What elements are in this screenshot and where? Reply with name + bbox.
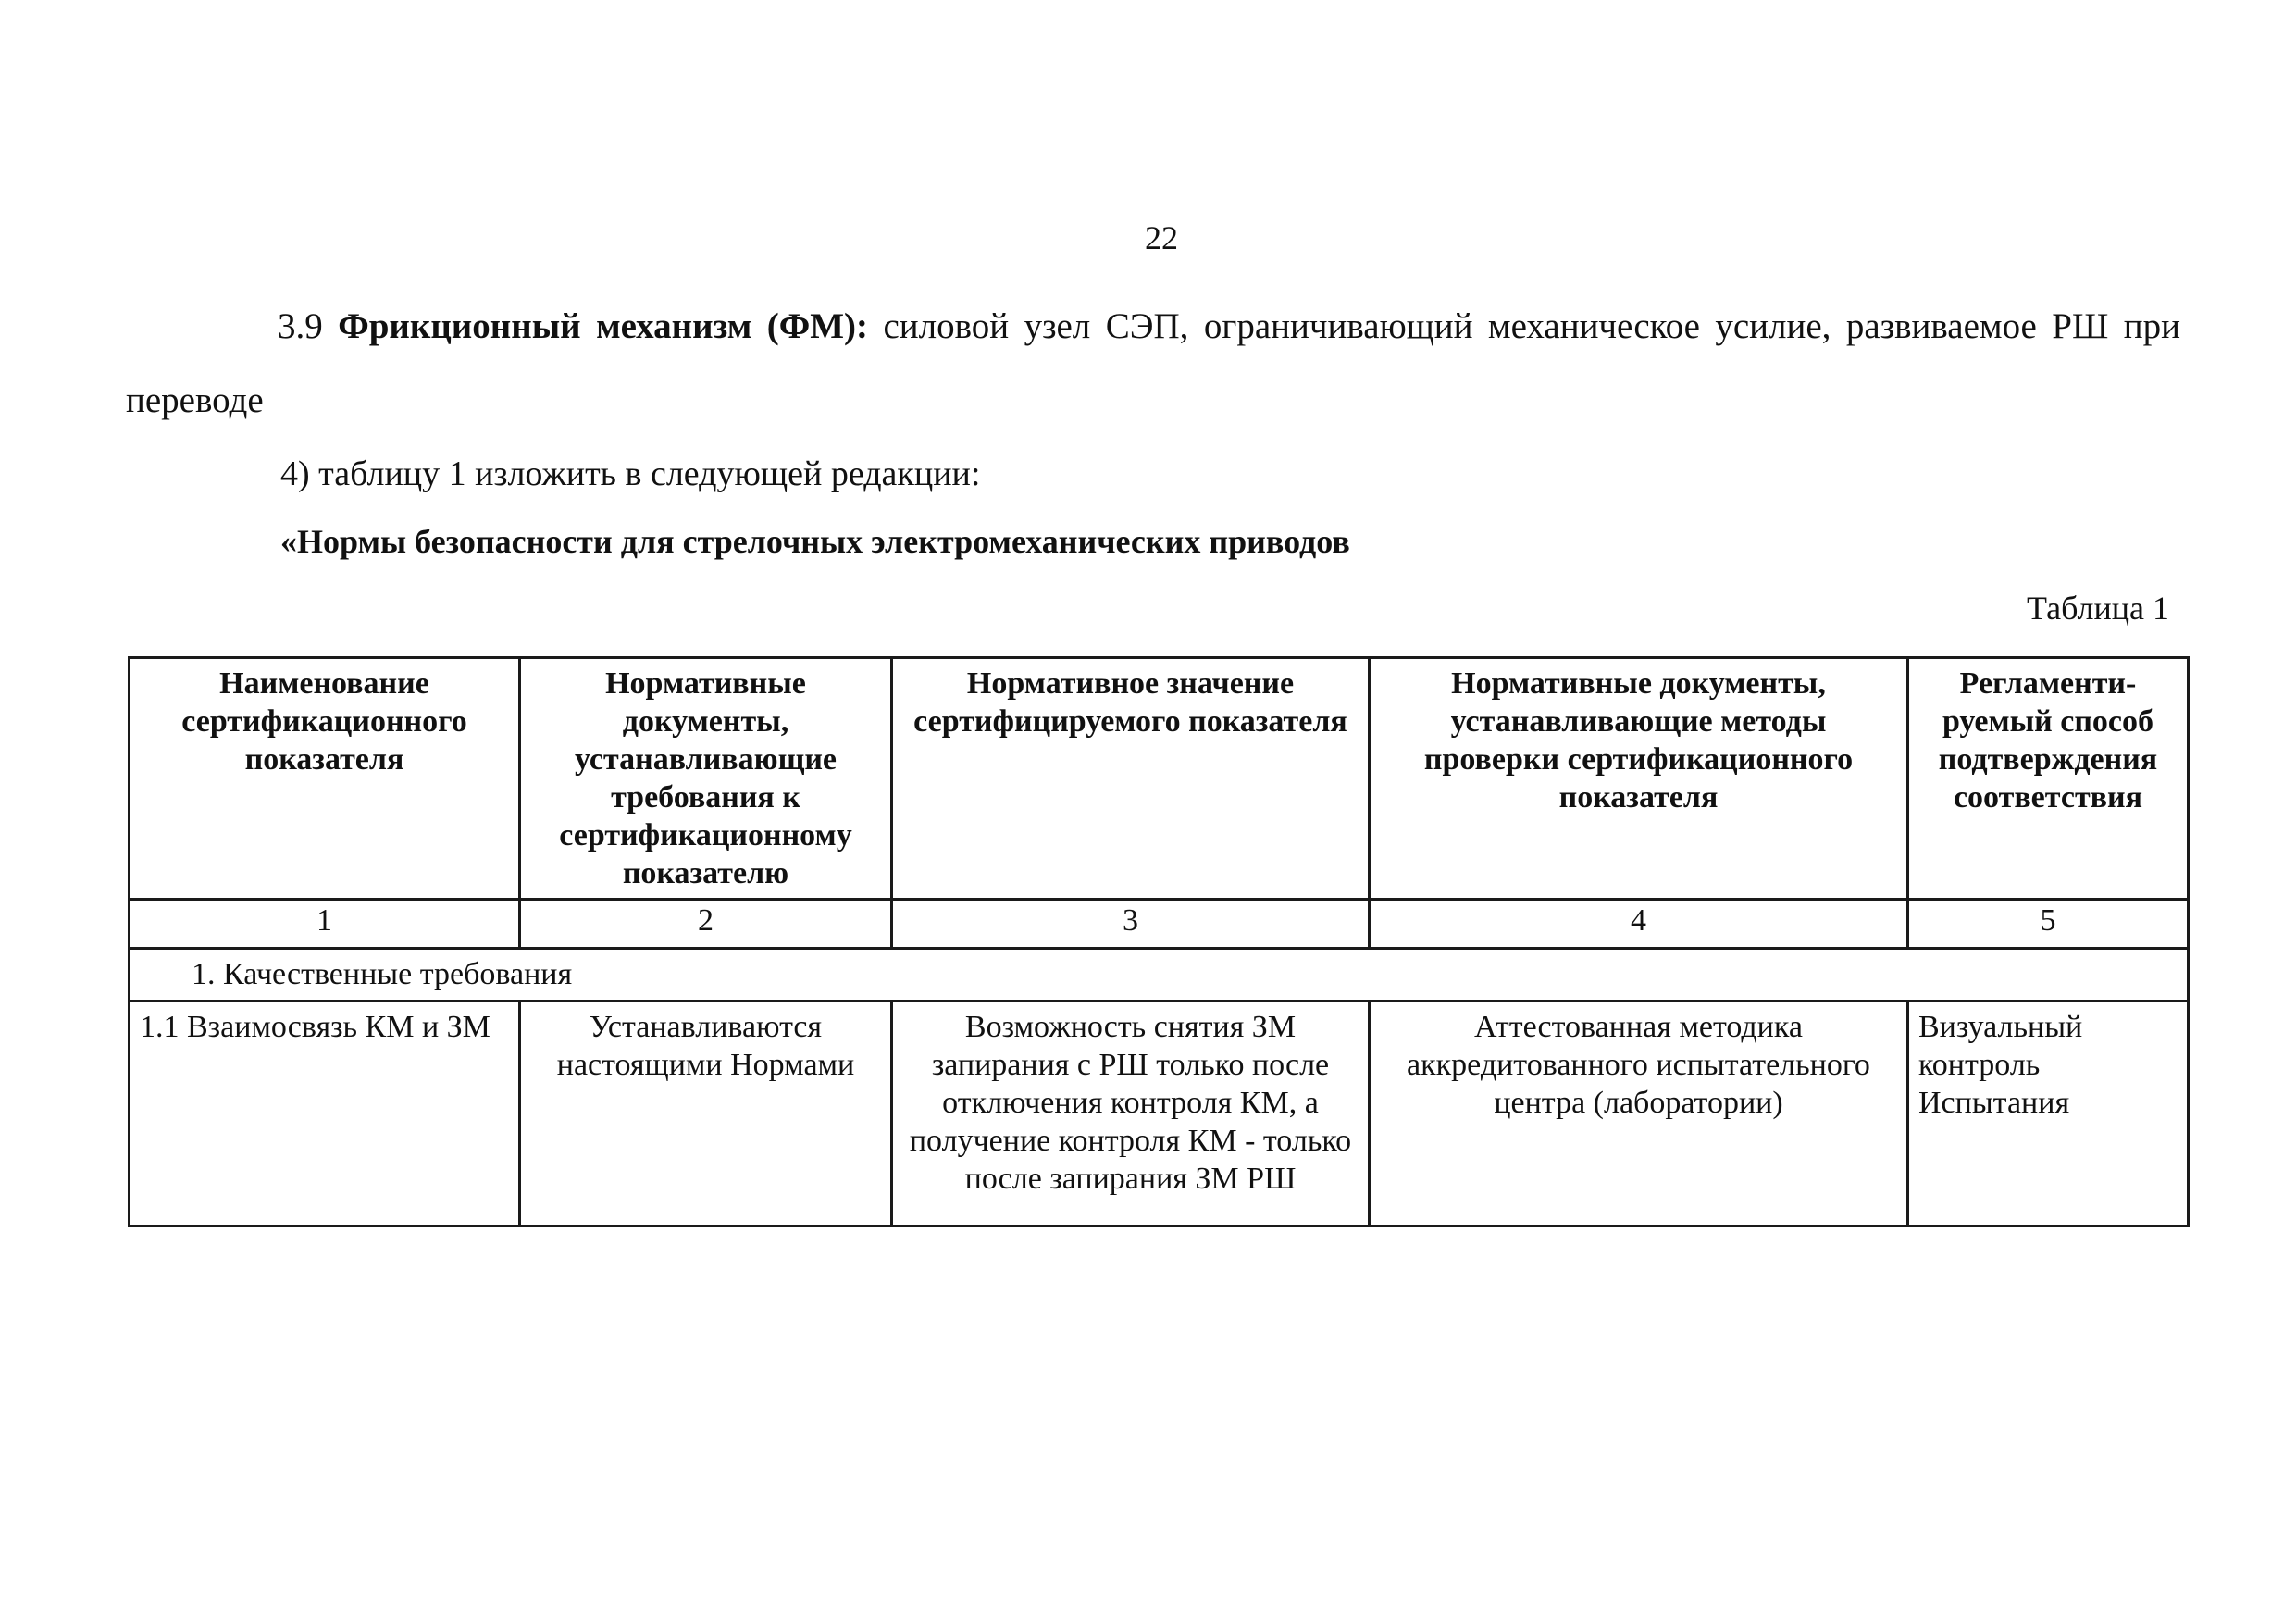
- cell-indicator: 1.1 Взаимосвязь КМ и ЗМ: [130, 1001, 520, 1226]
- cell-normative-value: Возможность снятия ЗМ запирания с РШ только после отключения контроля КМ, а получение контроля КМ - только после запирания ЗМ РШ: [892, 1001, 1370, 1226]
- cell-method-docs: Аттестованная методика аккредитованного испытательного центра (лаборатории): [1370, 1001, 1908, 1226]
- term-definition: силовой узел СЭП, ограничивающий механическое усилие, развиваемое РШ при переводе: [126, 306, 2181, 420]
- table-caption: Таблица 1: [2027, 590, 2169, 627]
- page-number: 22: [1145, 219, 1178, 256]
- cell-requirement-docs: Устанавливаются настоящими Нормами: [520, 1001, 892, 1226]
- header-normative-value: Нормативное значение сертифицируемого показателя: [892, 658, 1370, 900]
- instruction-text: 4) таблицу 1 изложить в следующей редакции:: [280, 454, 981, 493]
- header-method-docs: Нормативные документы, устанавливающие методы проверки сертификационного показателя: [1370, 658, 1908, 900]
- section-number: 3.9: [278, 306, 323, 346]
- paragraph-3-9: [126, 290, 2180, 438]
- column-number-row: [130, 900, 2189, 949]
- column-number: 1: [130, 900, 520, 949]
- table-row: [130, 1001, 2189, 1226]
- cell-confirmation: Визуальный контроль Испытания: [1908, 1001, 2189, 1226]
- table-heading: «Нормы безопасности для стрелочных электромеханических приводов: [280, 523, 1350, 560]
- column-number: 5: [1908, 900, 2189, 949]
- section-title: 1. Качественные требования: [130, 949, 2189, 1001]
- section-row: [130, 949, 2189, 1001]
- term-friction-mechanism: Фрикционный механизм (ФМ):: [338, 306, 869, 346]
- header-confirmation-method: Регламенти-руемый способ подтверждения соответствия: [1908, 658, 2189, 900]
- header-requirement-docs: Нормативные документы, устанавливающие требования к сертификационному показателю: [520, 658, 892, 900]
- norms-table: [128, 656, 2190, 1227]
- table-header-row: [130, 658, 2189, 900]
- column-number: 4: [1370, 900, 1908, 949]
- column-number: 2: [520, 900, 892, 949]
- header-indicator-name: Наименование сертификационного показателя: [130, 658, 520, 900]
- column-number: 3: [892, 900, 1370, 949]
